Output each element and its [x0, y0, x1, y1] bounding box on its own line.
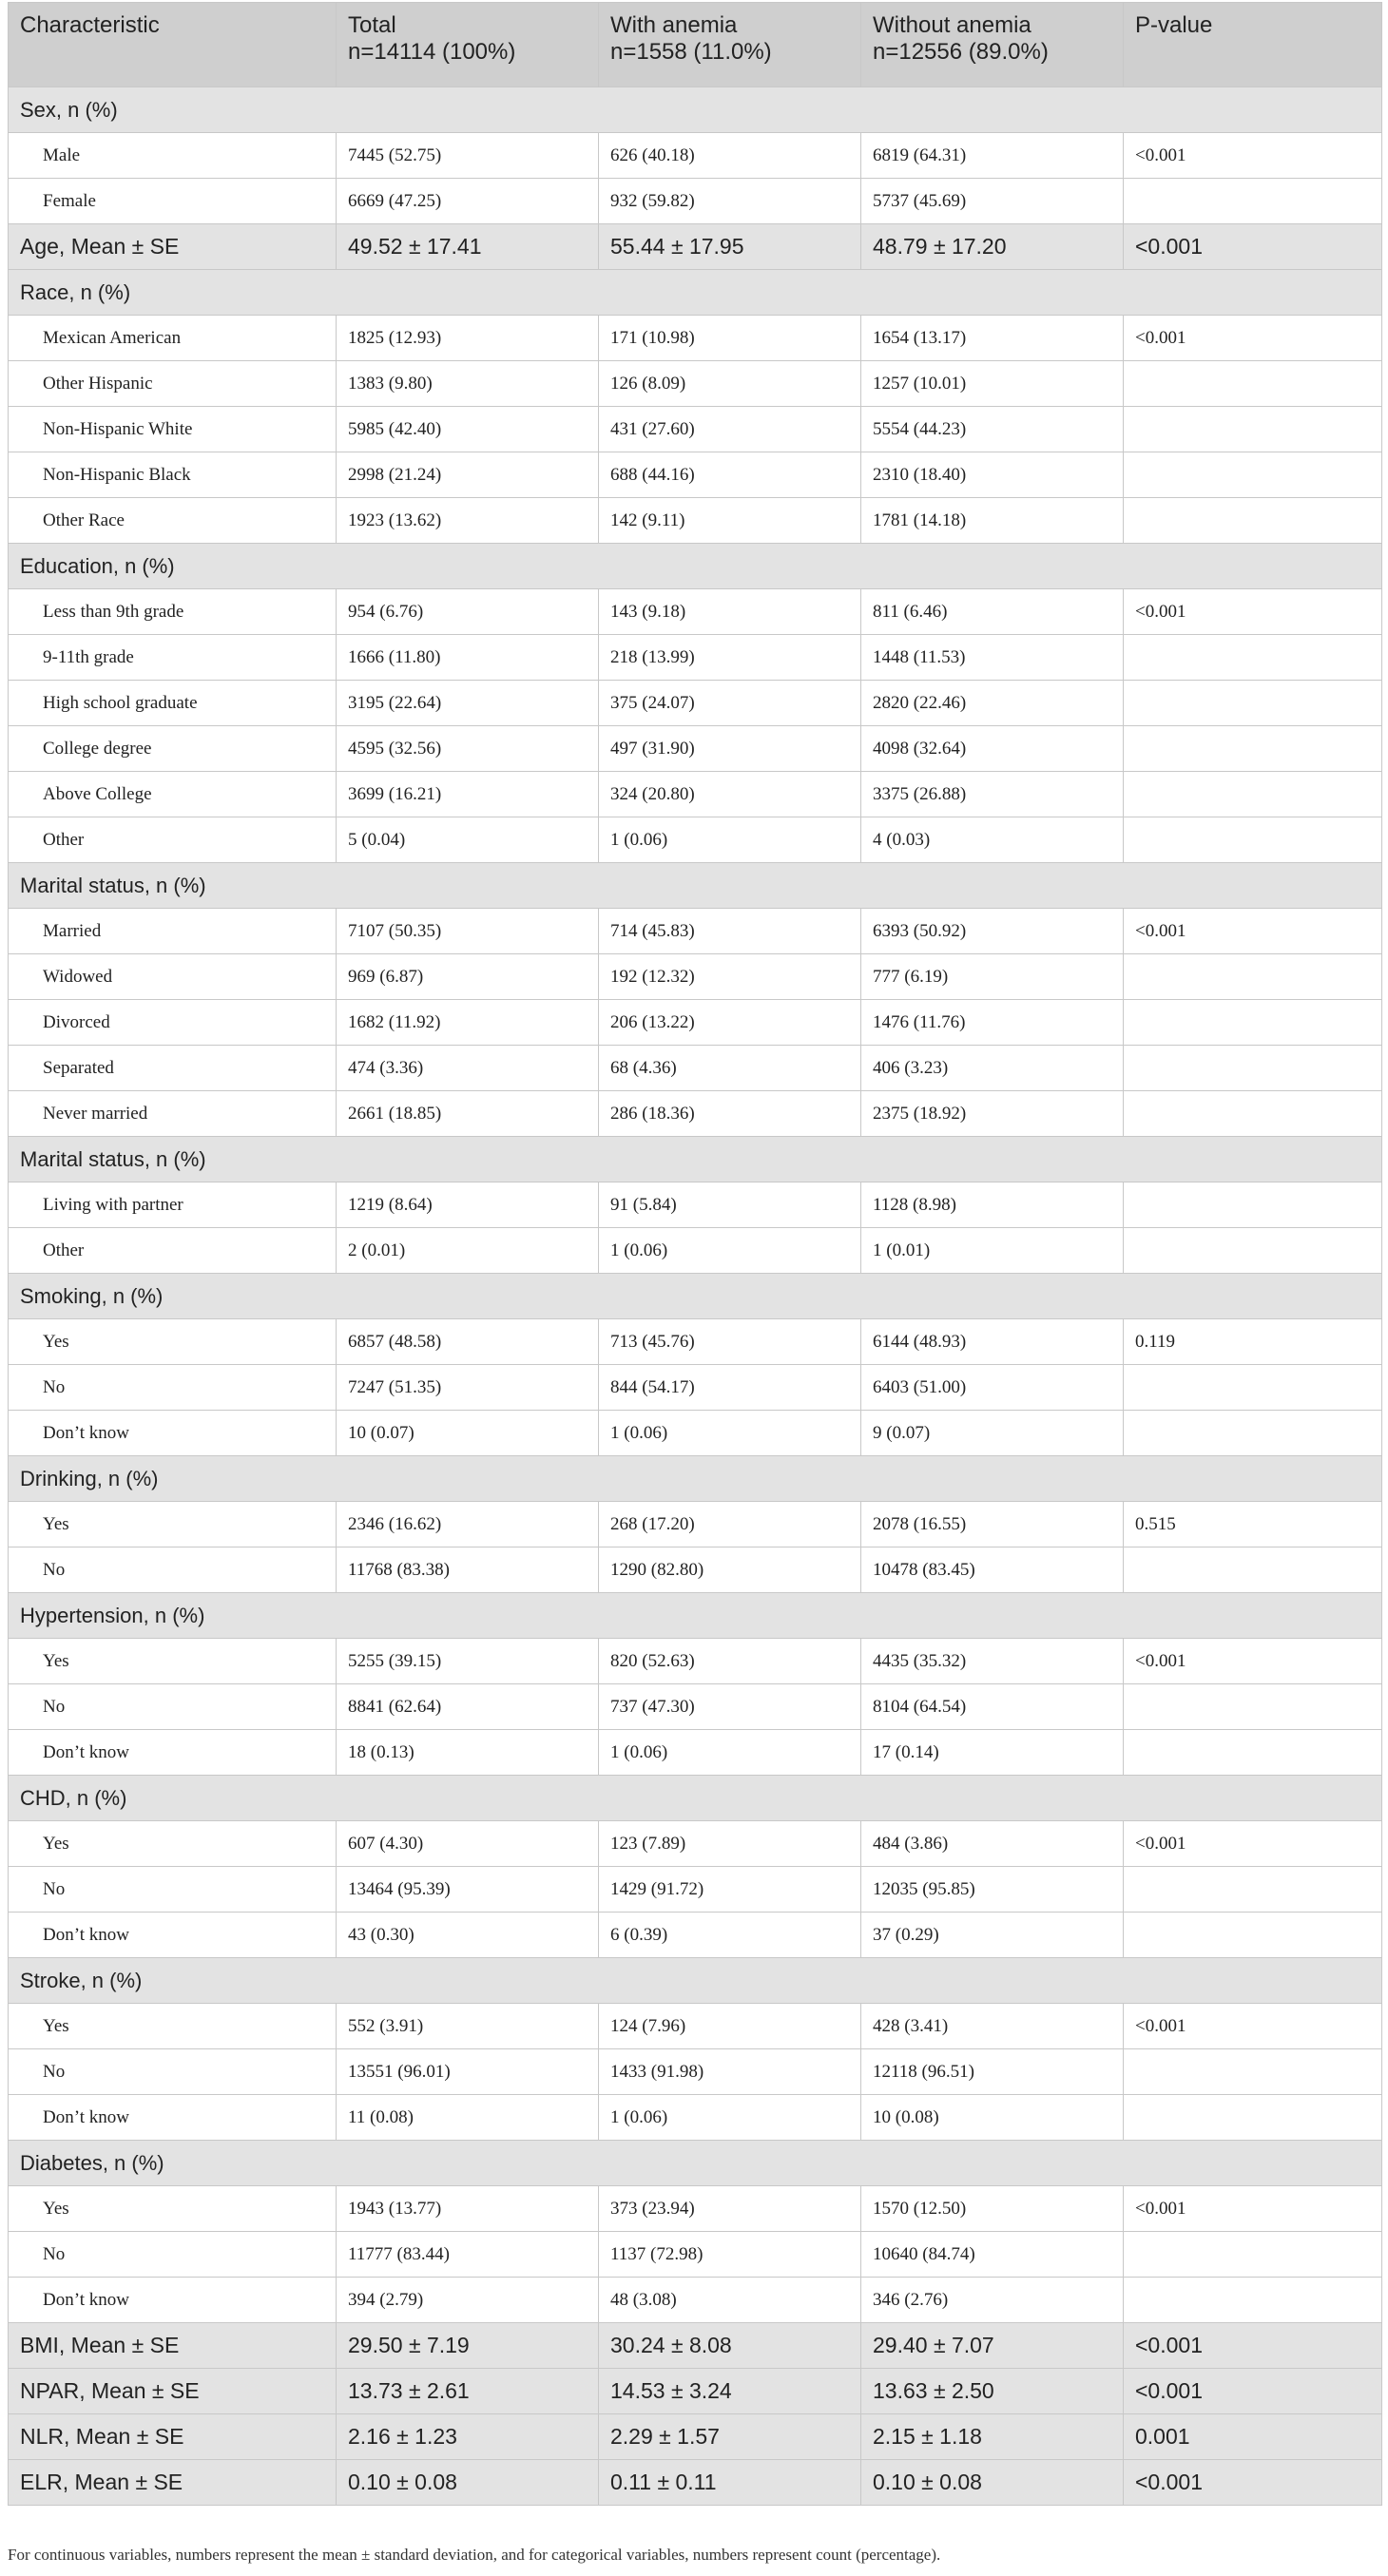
row-label-cell: Yes	[9, 2186, 337, 2232]
total-cell: 1943 (13.77)	[337, 2186, 599, 2232]
header-with-n: n=1558 (11.0%)	[610, 39, 772, 65]
row-label-cell: Married	[9, 909, 337, 954]
without-anemia-cell: 811 (6.46)	[861, 589, 1124, 635]
total-cell: 552 (3.91)	[337, 2004, 599, 2049]
table-row	[9, 589, 1382, 635]
with-anemia-cell: 2.29 ± 1.57	[599, 2414, 861, 2460]
row-label-cell: Yes	[9, 1821, 337, 1867]
pvalue-cell	[1124, 1228, 1382, 1274]
with-anemia-cell: 373 (23.94)	[599, 2186, 861, 2232]
pvalue-cell	[1124, 1548, 1382, 1593]
without-anemia-cell: 10478 (83.45)	[861, 1548, 1124, 1593]
with-anemia-cell: 143 (9.18)	[599, 589, 861, 635]
total-cell: 3699 (16.21)	[337, 772, 599, 817]
total-cell: 13551 (96.01)	[337, 2049, 599, 2095]
without-anemia-cell: 1448 (11.53)	[861, 635, 1124, 681]
with-anemia-cell: 0.11 ± 0.11	[599, 2460, 861, 2506]
total-cell: 43 (0.30)	[337, 1913, 599, 1958]
group-header-row	[9, 1456, 1382, 1502]
with-anemia-cell: 1290 (82.80)	[599, 1548, 861, 1593]
pvalue-cell	[1124, 772, 1382, 817]
continuous-row	[9, 224, 1382, 270]
group-header-row	[9, 1776, 1382, 1821]
with-anemia-cell: 375 (24.07)	[599, 681, 861, 726]
table-row	[9, 1000, 1382, 1046]
row-label-cell: Other Hispanic	[9, 361, 337, 407]
row-label-cell: Living with partner	[9, 1182, 337, 1228]
with-anemia-cell: 497 (31.90)	[599, 726, 861, 772]
header-with-label: With anemia	[610, 12, 738, 38]
total-cell: 5 (0.04)	[337, 817, 599, 863]
pvalue-cell	[1124, 361, 1382, 407]
pvalue-cell	[1124, 635, 1382, 681]
pvalue-cell	[1124, 2049, 1382, 2095]
with-anemia-cell: 192 (12.32)	[599, 954, 861, 1000]
row-label-cell: Above College	[9, 772, 337, 817]
group-header-row	[9, 2141, 1382, 2186]
row-label-cell: Other Race	[9, 498, 337, 544]
table-row	[9, 1684, 1382, 1730]
pvalue-cell	[1124, 2232, 1382, 2278]
row-label-cell: Age, Mean ± SE	[9, 224, 337, 270]
row-label-cell: 9-11th grade	[9, 635, 337, 681]
with-anemia-cell: 1429 (91.72)	[599, 1867, 861, 1913]
pvalue-cell	[1124, 726, 1382, 772]
table-row	[9, 954, 1382, 1000]
total-cell: 1666 (11.80)	[337, 635, 599, 681]
table-row	[9, 635, 1382, 681]
without-anemia-cell: 9 (0.07)	[861, 1411, 1124, 1456]
group-label: Education, n (%)	[9, 544, 1382, 589]
row-label-cell: Less than 9th grade	[9, 589, 337, 635]
pvalue-cell	[1124, 1000, 1382, 1046]
header-total-n: n=14114 (100%)	[348, 39, 516, 65]
without-anemia-cell: 777 (6.19)	[861, 954, 1124, 1000]
without-anemia-cell: 4 (0.03)	[861, 817, 1124, 863]
row-label-cell: BMI, Mean ± SE	[9, 2323, 337, 2369]
table-row	[9, 2004, 1382, 2049]
total-cell: 6857 (48.58)	[337, 1319, 599, 1365]
pvalue-cell: <0.001	[1124, 1821, 1382, 1867]
group-header-row	[9, 1593, 1382, 1639]
pvalue-cell: <0.001	[1124, 224, 1382, 270]
pvalue-cell: <0.001	[1124, 2369, 1382, 2414]
without-anemia-cell: 37 (0.29)	[861, 1913, 1124, 1958]
table-row	[9, 817, 1382, 863]
with-anemia-cell: 68 (4.36)	[599, 1046, 861, 1091]
characteristics-table	[8, 2, 1382, 2506]
without-anemia-cell: 2310 (18.40)	[861, 452, 1124, 498]
pvalue-cell	[1124, 954, 1382, 1000]
with-anemia-cell: 6 (0.39)	[599, 1913, 861, 1958]
without-anemia-cell: 12118 (96.51)	[861, 2049, 1124, 2095]
group-label: Stroke, n (%)	[9, 1958, 1382, 2004]
total-cell: 0.10 ± 0.08	[337, 2460, 599, 2506]
with-anemia-cell: 737 (47.30)	[599, 1684, 861, 1730]
row-label-cell: Don’t know	[9, 1730, 337, 1776]
table-row	[9, 1091, 1382, 1137]
total-cell: 474 (3.36)	[337, 1046, 599, 1091]
total-cell: 49.52 ± 17.41	[337, 224, 599, 270]
without-anemia-cell: 48.79 ± 17.20	[861, 224, 1124, 270]
row-label-cell: Separated	[9, 1046, 337, 1091]
pvalue-cell: <0.001	[1124, 2186, 1382, 2232]
header-pvalue-label: P-value	[1135, 12, 1213, 38]
total-cell: 29.50 ± 7.19	[337, 2323, 599, 2369]
row-label-cell: No	[9, 2049, 337, 2095]
table-row	[9, 2278, 1382, 2323]
total-cell: 3195 (22.64)	[337, 681, 599, 726]
table-row	[9, 179, 1382, 224]
table-row	[9, 1411, 1382, 1456]
table-row	[9, 2232, 1382, 2278]
without-anemia-cell: 6403 (51.00)	[861, 1365, 1124, 1411]
table-row	[9, 726, 1382, 772]
pvalue-cell: <0.001	[1124, 2004, 1382, 2049]
row-label-cell: Don’t know	[9, 1411, 337, 1456]
pvalue-cell	[1124, 179, 1382, 224]
table-row	[9, 1319, 1382, 1365]
without-anemia-cell: 2.15 ± 1.18	[861, 2414, 1124, 2460]
without-anemia-cell: 1654 (13.17)	[861, 316, 1124, 361]
total-cell: 954 (6.76)	[337, 589, 599, 635]
without-anemia-cell: 5737 (45.69)	[861, 179, 1124, 224]
total-cell: 2 (0.01)	[337, 1228, 599, 1274]
without-anemia-cell: 4435 (35.32)	[861, 1639, 1124, 1684]
table-row	[9, 772, 1382, 817]
table-footnote: For continuous variables, numbers represent the mean ± standard deviation, and for categorical variables, numbers represent count (percentage).	[8, 2546, 941, 2564]
table-row	[9, 316, 1382, 361]
row-label-cell: Other	[9, 817, 337, 863]
row-label-cell: No	[9, 1684, 337, 1730]
group-label: Race, n (%)	[9, 270, 1382, 316]
group-label: Hypertension, n (%)	[9, 1593, 1382, 1639]
without-anemia-cell: 12035 (95.85)	[861, 1867, 1124, 1913]
pvalue-cell	[1124, 1867, 1382, 1913]
group-label: Marital status, n (%)	[9, 1137, 1382, 1182]
table-row	[9, 2095, 1382, 2141]
pvalue-cell	[1124, 1730, 1382, 1776]
with-anemia-cell: 55.44 ± 17.95	[599, 224, 861, 270]
with-anemia-cell: 626 (40.18)	[599, 133, 861, 179]
row-label-cell: No	[9, 1548, 337, 1593]
without-anemia-cell: 17 (0.14)	[861, 1730, 1124, 1776]
pvalue-cell: <0.001	[1124, 589, 1382, 635]
pvalue-cell: <0.001	[1124, 909, 1382, 954]
with-anemia-cell: 820 (52.63)	[599, 1639, 861, 1684]
row-label-cell: Don’t know	[9, 1913, 337, 1958]
group-header-row	[9, 1137, 1382, 1182]
header-without-anemia	[861, 3, 1124, 87]
without-anemia-cell: 1781 (14.18)	[861, 498, 1124, 544]
without-anemia-cell: 484 (3.86)	[861, 1821, 1124, 1867]
header-characteristic-label: Characteristic	[20, 12, 160, 38]
total-cell: 4595 (32.56)	[337, 726, 599, 772]
total-cell: 8841 (62.64)	[337, 1684, 599, 1730]
table-row	[9, 133, 1382, 179]
with-anemia-cell: 1433 (91.98)	[599, 2049, 861, 2095]
total-cell: 7247 (51.35)	[337, 1365, 599, 1411]
pvalue-cell	[1124, 2095, 1382, 2141]
group-header-row	[9, 544, 1382, 589]
continuous-row	[9, 2414, 1382, 2460]
row-label-cell: Yes	[9, 1502, 337, 1548]
without-anemia-cell: 1570 (12.50)	[861, 2186, 1124, 2232]
total-cell: 969 (6.87)	[337, 954, 599, 1000]
table-row	[9, 498, 1382, 544]
row-label-cell: NPAR, Mean ± SE	[9, 2369, 337, 2414]
header-characteristic	[9, 3, 337, 87]
total-cell: 7445 (52.75)	[337, 133, 599, 179]
table-row	[9, 1548, 1382, 1593]
group-label: Marital status, n (%)	[9, 863, 1382, 909]
row-label-cell: No	[9, 1867, 337, 1913]
continuous-row	[9, 2369, 1382, 2414]
with-anemia-cell: 688 (44.16)	[599, 452, 861, 498]
table-row	[9, 1639, 1382, 1684]
group-header-row	[9, 87, 1382, 133]
without-anemia-cell: 6393 (50.92)	[861, 909, 1124, 954]
with-anemia-cell: 1 (0.06)	[599, 1730, 861, 1776]
total-cell: 1682 (11.92)	[337, 1000, 599, 1046]
with-anemia-cell: 48 (3.08)	[599, 2278, 861, 2323]
row-label-cell: Don’t know	[9, 2278, 337, 2323]
with-anemia-cell: 1 (0.06)	[599, 1228, 861, 1274]
pvalue-cell	[1124, 452, 1382, 498]
without-anemia-cell: 13.63 ± 2.50	[861, 2369, 1124, 2414]
total-cell: 11777 (83.44)	[337, 2232, 599, 2278]
table-wrapper	[8, 2, 1381, 2506]
with-anemia-cell: 286 (18.36)	[599, 1091, 861, 1137]
without-anemia-cell: 428 (3.41)	[861, 2004, 1124, 2049]
group-header-row	[9, 270, 1382, 316]
pvalue-cell: 0.001	[1124, 2414, 1382, 2460]
group-label: Sex, n (%)	[9, 87, 1382, 133]
total-cell: 13464 (95.39)	[337, 1867, 599, 1913]
table-row	[9, 2049, 1382, 2095]
total-cell: 10 (0.07)	[337, 1411, 599, 1456]
table-row	[9, 1867, 1382, 1913]
without-anemia-cell: 0.10 ± 0.08	[861, 2460, 1124, 2506]
table-row	[9, 909, 1382, 954]
total-cell: 1825 (12.93)	[337, 316, 599, 361]
row-label-cell: No	[9, 1365, 337, 1411]
with-anemia-cell: 206 (13.22)	[599, 1000, 861, 1046]
without-anemia-cell: 10 (0.08)	[861, 2095, 1124, 2141]
row-label-cell: Male	[9, 133, 337, 179]
with-anemia-cell: 713 (45.76)	[599, 1319, 861, 1365]
without-anemia-cell: 1 (0.01)	[861, 1228, 1124, 1274]
with-anemia-cell: 126 (8.09)	[599, 361, 861, 407]
table-row	[9, 407, 1382, 452]
row-label-cell: College degree	[9, 726, 337, 772]
table-body	[9, 87, 1382, 2506]
table-row	[9, 1046, 1382, 1091]
pvalue-cell	[1124, 1091, 1382, 1137]
continuous-row	[9, 2460, 1382, 2506]
pvalue-cell	[1124, 1046, 1382, 1091]
total-cell: 18 (0.13)	[337, 1730, 599, 1776]
table-row	[9, 361, 1382, 407]
without-anemia-cell: 406 (3.23)	[861, 1046, 1124, 1091]
row-label-cell: ELR, Mean ± SE	[9, 2460, 337, 2506]
with-anemia-cell: 324 (20.80)	[599, 772, 861, 817]
total-cell: 11768 (83.38)	[337, 1548, 599, 1593]
table-row	[9, 1730, 1382, 1776]
table-row	[9, 1821, 1382, 1867]
total-cell: 2661 (18.85)	[337, 1091, 599, 1137]
pvalue-cell	[1124, 1684, 1382, 1730]
row-label-cell: Other	[9, 1228, 337, 1274]
row-label-cell: Female	[9, 179, 337, 224]
total-cell: 607 (4.30)	[337, 1821, 599, 1867]
row-label-cell: Don’t know	[9, 2095, 337, 2141]
table-row	[9, 1365, 1382, 1411]
group-header-row	[9, 863, 1382, 909]
row-label-cell: NLR, Mean ± SE	[9, 2414, 337, 2460]
pvalue-cell: <0.001	[1124, 316, 1382, 361]
total-cell: 1923 (13.62)	[337, 498, 599, 544]
row-label-cell: High school graduate	[9, 681, 337, 726]
with-anemia-cell: 431 (27.60)	[599, 407, 861, 452]
group-header-row	[9, 1274, 1382, 1319]
pvalue-cell: 0.515	[1124, 1502, 1382, 1548]
without-anemia-cell: 1128 (8.98)	[861, 1182, 1124, 1228]
pvalue-cell: <0.001	[1124, 2323, 1382, 2369]
total-cell: 2346 (16.62)	[337, 1502, 599, 1548]
row-label-cell: Yes	[9, 2004, 337, 2049]
table-row	[9, 681, 1382, 726]
row-label-cell: Divorced	[9, 1000, 337, 1046]
table-row	[9, 2186, 1382, 2232]
without-anemia-cell: 2078 (16.55)	[861, 1502, 1124, 1548]
group-label: CHD, n (%)	[9, 1776, 1382, 1821]
table-header	[9, 3, 1382, 87]
with-anemia-cell: 124 (7.96)	[599, 2004, 861, 2049]
row-label-cell: Widowed	[9, 954, 337, 1000]
without-anemia-cell: 10640 (84.74)	[861, 2232, 1124, 2278]
row-label-cell: Non-Hispanic Black	[9, 452, 337, 498]
row-label-cell: Yes	[9, 1639, 337, 1684]
total-cell: 1219 (8.64)	[337, 1182, 599, 1228]
pvalue-cell	[1124, 1411, 1382, 1456]
with-anemia-cell: 268 (17.20)	[599, 1502, 861, 1548]
total-cell: 5255 (39.15)	[337, 1639, 599, 1684]
without-anemia-cell: 4098 (32.64)	[861, 726, 1124, 772]
with-anemia-cell: 171 (10.98)	[599, 316, 861, 361]
total-cell: 13.73 ± 2.61	[337, 2369, 599, 2414]
with-anemia-cell: 14.53 ± 3.24	[599, 2369, 861, 2414]
header-pvalue	[1124, 3, 1382, 87]
total-cell: 6669 (47.25)	[337, 179, 599, 224]
table-row	[9, 1228, 1382, 1274]
group-header-row	[9, 1958, 1382, 2004]
row-label-cell: No	[9, 2232, 337, 2278]
with-anemia-cell: 91 (5.84)	[599, 1182, 861, 1228]
with-anemia-cell: 1137 (72.98)	[599, 2232, 861, 2278]
with-anemia-cell: 30.24 ± 8.08	[599, 2323, 861, 2369]
pvalue-cell	[1124, 1913, 1382, 1958]
pvalue-cell	[1124, 498, 1382, 544]
pvalue-cell	[1124, 407, 1382, 452]
total-cell: 11 (0.08)	[337, 2095, 599, 2141]
table-row	[9, 1502, 1382, 1548]
without-anemia-cell: 29.40 ± 7.07	[861, 2323, 1124, 2369]
with-anemia-cell: 1 (0.06)	[599, 817, 861, 863]
pvalue-cell	[1124, 2278, 1382, 2323]
without-anemia-cell: 1476 (11.76)	[861, 1000, 1124, 1046]
without-anemia-cell: 6144 (48.93)	[861, 1319, 1124, 1365]
total-cell: 5985 (42.40)	[337, 407, 599, 452]
pvalue-cell: <0.001	[1124, 2460, 1382, 2506]
total-cell: 1383 (9.80)	[337, 361, 599, 407]
pvalue-cell: 0.119	[1124, 1319, 1382, 1365]
without-anemia-cell: 2375 (18.92)	[861, 1091, 1124, 1137]
without-anemia-cell: 1257 (10.01)	[861, 361, 1124, 407]
row-label-cell: Yes	[9, 1319, 337, 1365]
total-cell: 7107 (50.35)	[337, 909, 599, 954]
total-cell: 2.16 ± 1.23	[337, 2414, 599, 2460]
table-row	[9, 1182, 1382, 1228]
row-label-cell: Never married	[9, 1091, 337, 1137]
header-without-n: n=12556 (89.0%)	[873, 39, 1049, 65]
with-anemia-cell: 142 (9.11)	[599, 498, 861, 544]
total-cell: 394 (2.79)	[337, 2278, 599, 2323]
header-total	[337, 3, 599, 87]
with-anemia-cell: 1 (0.06)	[599, 1411, 861, 1456]
pvalue-cell: <0.001	[1124, 1639, 1382, 1684]
without-anemia-cell: 5554 (44.23)	[861, 407, 1124, 452]
continuous-row	[9, 2323, 1382, 2369]
without-anemia-cell: 3375 (26.88)	[861, 772, 1124, 817]
pvalue-cell	[1124, 817, 1382, 863]
group-label: Smoking, n (%)	[9, 1274, 1382, 1319]
with-anemia-cell: 218 (13.99)	[599, 635, 861, 681]
group-label: Diabetes, n (%)	[9, 2141, 1382, 2186]
without-anemia-cell: 2820 (22.46)	[861, 681, 1124, 726]
row-label-cell: Non-Hispanic White	[9, 407, 337, 452]
table-row	[9, 452, 1382, 498]
pvalue-cell	[1124, 681, 1382, 726]
without-anemia-cell: 346 (2.76)	[861, 2278, 1124, 2323]
with-anemia-cell: 844 (54.17)	[599, 1365, 861, 1411]
with-anemia-cell: 932 (59.82)	[599, 179, 861, 224]
header-total-label: Total	[348, 12, 396, 38]
with-anemia-cell: 1 (0.06)	[599, 2095, 861, 2141]
without-anemia-cell: 8104 (64.54)	[861, 1684, 1124, 1730]
with-anemia-cell: 123 (7.89)	[599, 1821, 861, 1867]
table-row	[9, 1913, 1382, 1958]
header-with-anemia	[599, 3, 861, 87]
without-anemia-cell: 6819 (64.31)	[861, 133, 1124, 179]
row-label-cell: Mexican American	[9, 316, 337, 361]
pvalue-cell	[1124, 1365, 1382, 1411]
header-without-label: Without anemia	[873, 12, 1031, 38]
pvalue-cell	[1124, 1182, 1382, 1228]
total-cell: 2998 (21.24)	[337, 452, 599, 498]
group-label: Drinking, n (%)	[9, 1456, 1382, 1502]
pvalue-cell: <0.001	[1124, 133, 1382, 179]
header-row	[9, 3, 1382, 87]
with-anemia-cell: 714 (45.83)	[599, 909, 861, 954]
